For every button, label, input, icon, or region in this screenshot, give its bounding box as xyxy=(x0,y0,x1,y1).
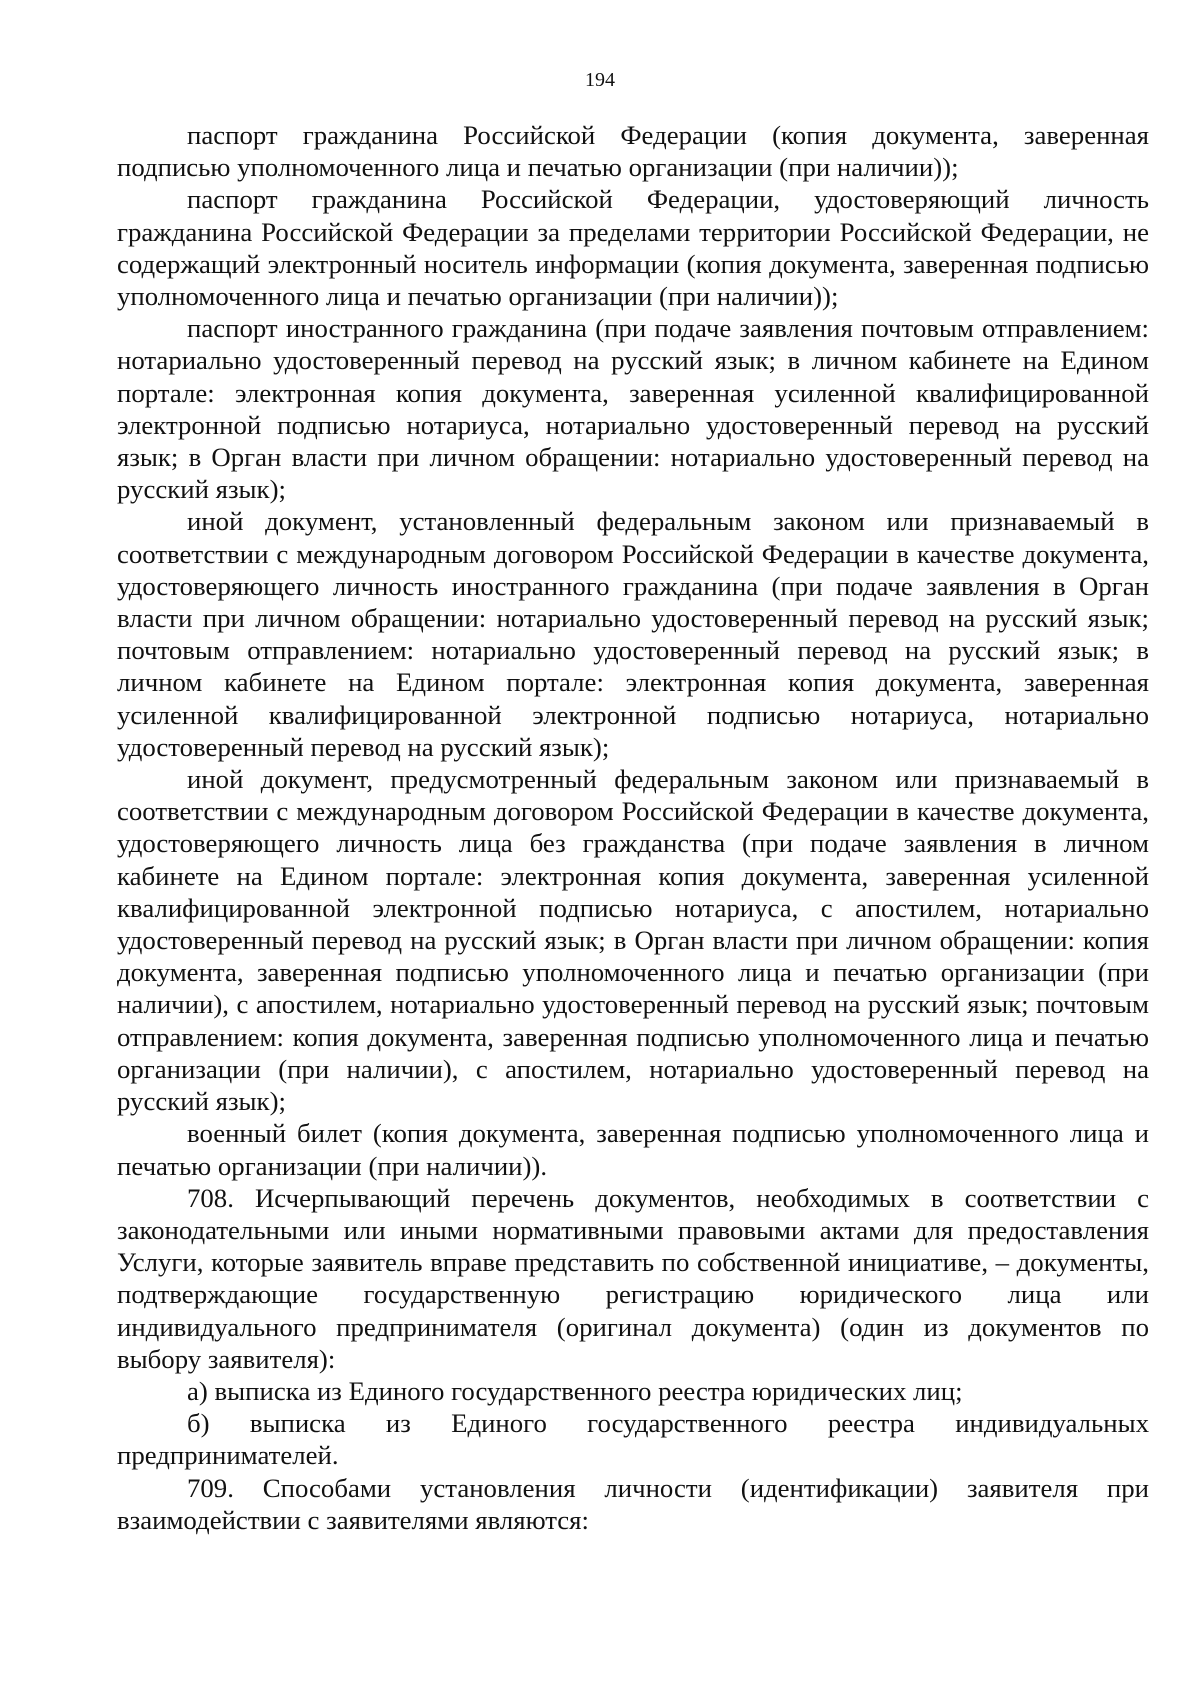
paragraph-foreign-passport-rf: паспорт гражданина Российской Федерации, удостоверяющий личность гражданина Российской Федерации за пределами территории Российской Федерации, не содержащий электронный носитель информации (копия документа, заверенная подписью уполномоченного лица и печатью организации (при наличии)); xyxy=(117,184,1149,312)
paragraph-stateless-document: иной документ, предусмотренный федеральным законом или признаваемый в соответствии с международным договором Российской Федерации в качестве документа, удостоверяющего личность лица без гражданства (при подаче заявления в личном кабинете на Едином портале: электронная копия документа, заверенная усиленной квалифицированной электронной подписью нотариуса, с апостилем, нотариально удостоверенный перевод на русский язык; в Орган власти при личном обращении: копия документа, заверенная подписью уполномоченного лица и печатью организации (при наличии), с апостилем, нотариально удостоверенный перевод на русский язык; почтовым отправлением: копия документа, заверенная подписью уполномоченного лица и печатью организации (при наличии), с апостилем, нотариально удостоверенный перевод на русский язык); xyxy=(117,764,1149,1117)
paragraph-foreign-citizen-other-document: иной документ, установленный федеральным законом или признаваемый в соответствии с международным договором Российской Федерации в качестве документа, удостоверяющего личность иностранного гражданина (при подаче заявления в Орган власти при личном обращении: нотариально удостоверенный перевод на русский язык; почтовым отправлением: нотариально удостоверенный перевод на русский язык; в личном кабинете на Едином портале: электронная копия документа, заверенная усиленной квалифицированной электронной подписью нотариуса, нотариально удостоверенный перевод на русский язык); xyxy=(117,506,1149,762)
paragraph-709: 709. Способами установления личности (идентификации) заявителя при взаимодействии с заявителями являются: xyxy=(117,1472,1149,1535)
paragraph-military-id: военный билет (копия документа, заверенная подписью уполномоченного лица и печатью организации (при наличии)). xyxy=(117,1118,1149,1181)
paragraph-foreign-citizen-passport: паспорт иностранного гражданина (при подаче заявления почтовым отправлением: нотариально удостоверенный перевод на русский язык; в личном кабинете на Едином портале: электронная копия документа, заверенная усиленной квалифицированной электронной подписью нотариуса, нотариально удостоверенный перевод на русский язык; в Орган власти при личном обращении: нотариально удостоверенный перевод на русский язык); xyxy=(117,313,1149,505)
paragraph-708-a: а) выписка из Единого государственного реестра юридических лиц; xyxy=(187,1375,963,1406)
paragraph-708-b: б) выписка из Единого государственного реестра индивидуальных предпринимателей. xyxy=(117,1408,1149,1471)
paragraph-708: 708. Исчерпывающий перечень документов, необходимых в соответствии с законодательными или иными нормативными правовыми актами для предоставления Услуги, которые заявитель вправе представить по собственной инициативе, – документы, подтверждающие государственную регистрацию юридического лица или индивидуального предпринимателя (оригинал документа) (один из документов по выбору заявителя): xyxy=(117,1182,1149,1374)
page-number: 194 xyxy=(585,69,615,91)
document-body xyxy=(117,119,1149,1536)
paragraph-passport-rf: паспорт гражданина Российской Федерации (копия документа, заверенная подписью уполномоченного лица и печатью организации (при наличии)); xyxy=(117,120,1149,183)
